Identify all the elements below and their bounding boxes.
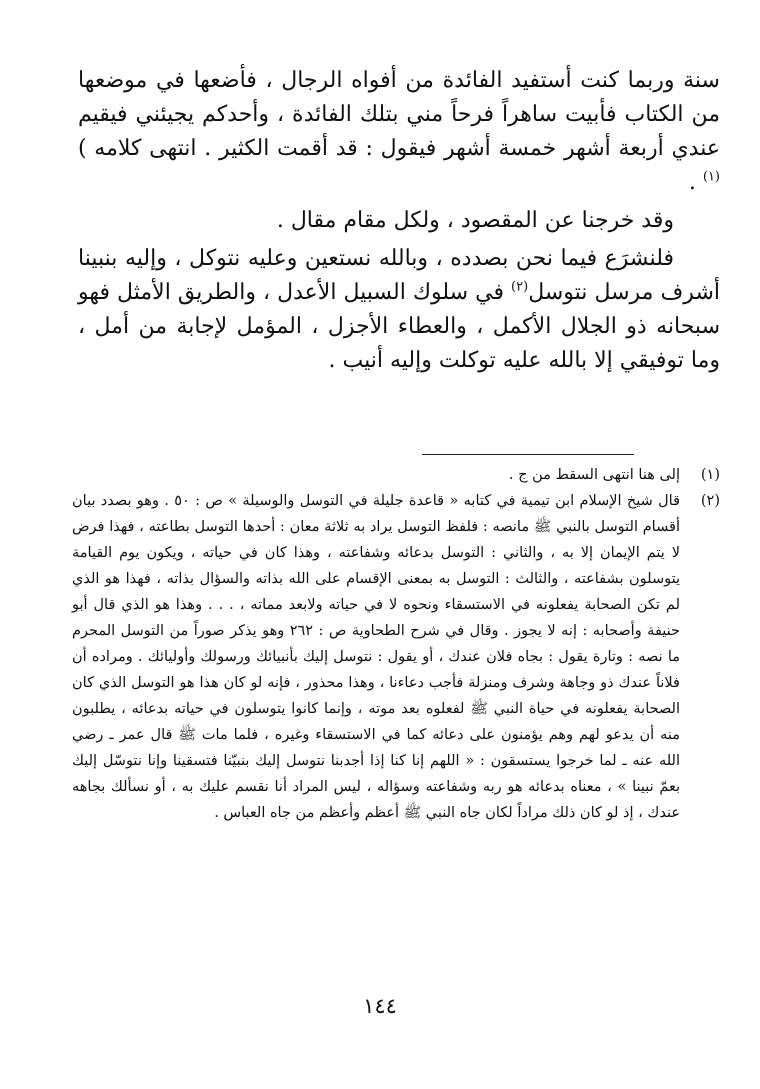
paragraph-1-end: . <box>688 170 703 195</box>
paragraph-3-text-a: فلنشرَع فيما نحن بصدده ، وبالله نستعين وعليه نتوكل ، وإليه بنبينا أشرف مرسل نتوسل <box>78 246 720 305</box>
footnote-ref-1: (١) <box>702 169 720 185</box>
main-text <box>78 64 720 378</box>
footnote-1 <box>72 462 720 488</box>
page-number: ١٤٤ <box>363 994 397 1018</box>
footnote-ref-2: (٢) <box>511 279 529 295</box>
paragraph-3 <box>78 242 720 378</box>
footnote-separator <box>422 454 634 455</box>
footnote-1-number: (١) <box>700 467 720 483</box>
footnote-2-text: قال شيخ الإسلام ابن تيمية في كتابه « قاعدة جليلة في التوسل والوسيلة » ص : ٥٠ . وهو بصدد بيان أقسام التوسل بالنبي ﷺ مانصه : فلفظ التوسل يراد به ثلاثة معان : أحدها التوسل بطاعته ، فهذا فرض لا يتم الإيمان إلا به ، والثاني : التوسل بدعائه وشفاعته ، وهذا كان في حياته ، ويكون يوم القيامة يتوسلون بشفاعته ، والثالث : التوسل به بمعنى الإقسام على الله بذاته والسؤال بذاته ، فهذا هو الذي لم تكن الصحابة يفعلونه في الاستسقاء ونحوه لا في حياته ولابعد مماته ، . . . وهذا هو الذي قال أبو حنيفة وأصحابه : إنه لا يجوز . وقال في شرح الطحاوية ص : ٢٦٢ وهو يذكر صوراً من التوسل المحرم ما نصه : وتارة يقول : بجاه فلان عندك ، أو يقول : نتوسل إليك بأنبيائك ورسولك وأوليائك . ومراده أن فلاناً عندك ذو وجاهة وشرف ومنزلة فأجب دعاءنا ، وهذا محذور ، فإنه لو كان هذا هو التوسل الذي كان الصحابة يفعلونه في حياة النبي ﷺ لفعلوه بعد موته ، وإنما كانوا يتوسلون في حياته بدعائه ، يطلبون منه أن يدعو لهم وهم يؤمنون على دعائه كما في الاستسقاء وغيره ، فلما مات ﷺ قال عمر ـ رضي الله عنه ـ لما خرجوا يستسقون : « اللهم إنا كنا إذا أجدبنا نتوسل إليك بنبيّنا فتسقينا وإنا نتوسّل إليك بعمّ نبينا » ، معناه بدعائه هو ربه وشفاعته وسؤاله ، ليس المراد أنا نقسم عليك به ، أو نسألك بجاهه عندك ، إذ لو كان ذلك مراداً لكان جاه النبي ﷺ أعظم وأعظم من جاه العباس . <box>72 493 680 821</box>
paragraph-3-text-b: في سلوك السبيل الأعدل ، والطريق الأمثل فهو سبحانه ذو الجلال الأكمل ، والعطاء الأجزل ، المؤمل لإجابة من أمل ، وما توفيقي إلا بالله عليه توكلت وإليه أنيب . <box>78 280 720 373</box>
footnote-2-number: (٢) <box>700 493 720 509</box>
paragraph-1 <box>78 64 720 200</box>
footnote-1-text: إلى هنا انتهى السقط من ج . <box>508 467 680 483</box>
paragraph-1-text: سنة وربما كنت أستفيد الفائدة من أفواه الرجال ، فأضعها في موضعها من الكتاب فأبيت ساهراً فرحاً مني بتلك الفائدة ، وأحدكم يجيئني فيقيم عندي أربعة أشهر خمسة أشهر فيقول : قد أقمت الكثير . انتهى كلامه ) <box>78 68 720 161</box>
paragraph-2: وقد خرجنا عن المقصود ، ولكل مقام مقال . <box>276 208 674 233</box>
footnotes <box>72 462 720 826</box>
footnote-2 <box>72 488 720 826</box>
